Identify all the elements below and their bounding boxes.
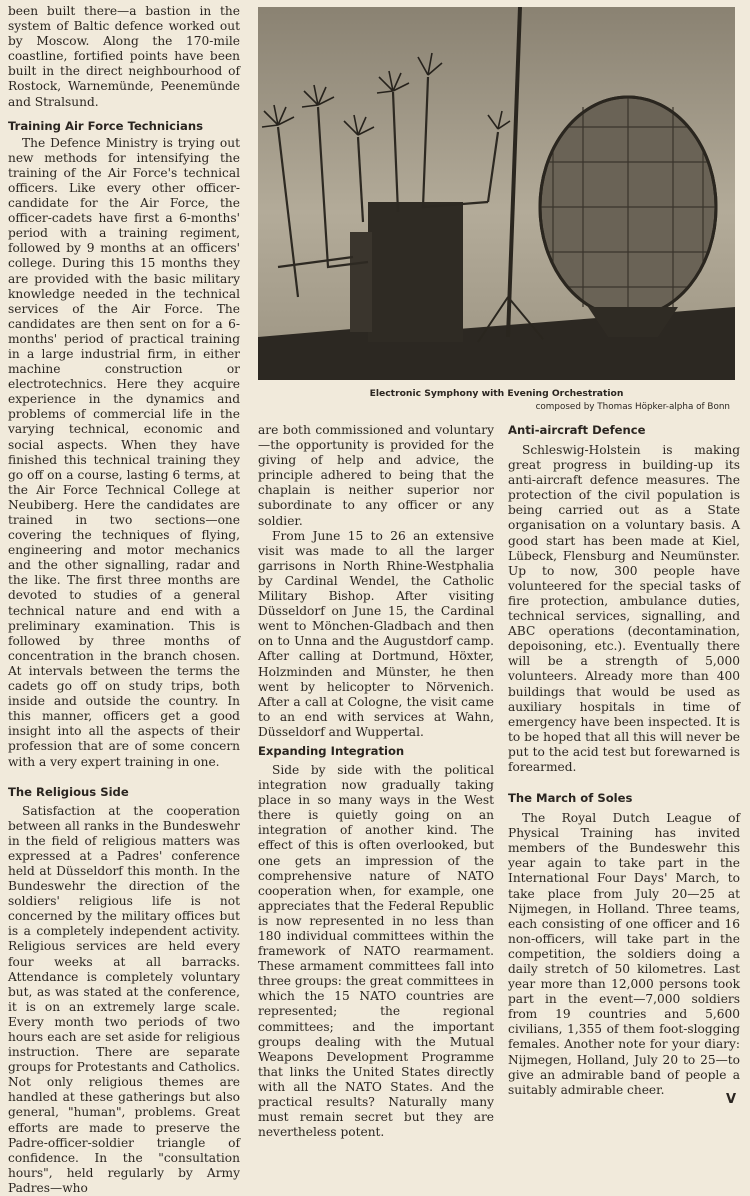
paragraph-march-of-soles: The Royal Dutch League of Physical Training has invited members of the Bundeswehr this year again to take part in the International Four Days' March, to take place from July 20—25 at Nijmegen, in Holland. Three teams, each consisting of one officer and 16 non-officers, will take part in the competition, the soldiers doing a daily stretch of 50 kilometres. Last year more than 12,000 persons took part in the event—7,000 soldiers from 19 countries and 5,600 civilians, 1,355 of them foot-slogging females. Another note for your diary: Nijmegen, Holland, July 20 to 25—to give an admirable band of people a suitably admirable cheer. bbox=[508, 811, 740, 1097]
paragraph-expanding-integration: Side by side with the political integration now gradually taking place in so many ways in the West there is quietly going on an integration of another kind. The effect of this is often overlooked, but one gets an impression of the comprehensive nature of NATO cooperation when, for example, one appreciates that the Federal Republic is now represented in no less than 180 individual committees within the framework of NATO rearmament. These armament committees fall into three groups: the great committees in which the 15 NATO countries are represented; the regional committees; and the important groups dealing with the Mutual Weapons Development Programme that links the United States directly with all the NATO States. And the practical results? Naturally many must remain secret but they are nevertheless potent. bbox=[258, 762, 494, 1140]
paragraph-religious-side: Satisfaction at the cooperation between all ranks in the Bundeswehr in the field of religious matters was expressed at a Padres' conference held at Düsseldorf this month. In the Bundeswehr the direction of the soldiers' religious life is not concerned by the military offices but is a completely independent activity. Religious services are held every four weeks at all barracks. Attendance is completely voluntary but, as was stated at the conference, it is on an extremely large scale. Every month two periods of two hours each are set aside for religious instruction. There are separate groups for Protestants and Catholics. Not only religious themes are handled at these gatherings but also general, "human", problems. Great efforts are made to preserve the Padre-officer-soldier triangle of confidence. In the "consultation hours", held regularly by Army Padres—who bbox=[8, 803, 240, 1195]
heading-training-air-force: Training Air Force Technicians bbox=[8, 118, 203, 133]
paragraph-training-air-force: The Defence Ministry is trying out new methods for intensifying the training of the Air Force's technical officers. Like every other officer-candidate for the Air Force, the officer-cadets have first a 6-months' period with a training regiment, followed by 9 months at an officers' college. During this 15 months they are provided with the basic military knowledge needed in the technical services of the Air Force. The candidates are then sent on for a 6-months' period of practical training in a large industrial firm, in either machine construction or electrotechnics. Here they acquire experience in the dynamics and problems of commercial life in the varying technical, economic and social aspects. When they have finished this technical training they go off on a course, lasting 6 terms, at the Air Force Technical College at Neubiberg. Here the candidates are trained in two sections—one covering the techniques of flying, engineering and motor mechanics and the other signalling, radar and the like. The first three months are devoted to studies of a general technical nature and end with a preliminary examination. This is followed by three months of concentration in the branch chosen. At intervals between the terms the cadets go off on study trips, both inside and outside the country. In this manner, officers get a good insight into all the aspects of their profession that are of some concern with a very expert training in one. bbox=[8, 135, 240, 769]
column-left bbox=[8, 4, 240, 1196]
heading-religious-side: The Religious Side bbox=[8, 784, 129, 799]
heading-march-of-soles: The March of Soles bbox=[508, 791, 633, 806]
heading-anti-aircraft-defence: Anti-aircraft Defence bbox=[508, 423, 646, 437]
radar-antenna-illustration bbox=[258, 7, 735, 380]
column-middle bbox=[258, 423, 494, 1140]
paragraph-cardinal-visit: From June 15 to 26 an extensive visit was made to all the larger garrisons in North Rhine-Westphalia by Cardinal Wendel, the Catholic Military Bishop. After visiting Düsseldorf on June 15, the Cardinal went to Mönchen-Gladbach and then on to Unna and the Augustdorf camp. After calling at Dortmund, Höxter, Holzminden and Münster, he then went by helicopter to Nörvenich. After a call at Cologne, the visit came to an end with services at Wahn, Düsseldorf and Wuppertal. bbox=[258, 528, 494, 739]
paragraph-padres-continued: are both commissioned and voluntary—the opportunity is provided for the giving of help and advice, the principle adhered to being that the chaplain is neither superior nor subordinate to any officer or any soldier. bbox=[258, 423, 494, 528]
photo-credit: composed by Thomas Höpker-alpha of Bonn bbox=[535, 402, 730, 412]
radar-photo bbox=[258, 7, 735, 380]
paragraph-anti-aircraft-defence: Schleswig-Holstein is making great progress in building-up its anti-aircraft defence measures. The protection of the civil population is being carried out as a State organisation on a voluntary basis. A good start has been made at Kiel, Lübeck, Flensburg and Neumünster. Up to now, 300 people have volunteered for the special tasks of fire protection, ambulance duties, technical services, signalling, and ABC operations (decontamination, depoisoning, etc.). Eventually there will be a strength of 5,000 volunteers. Already more than 400 buildings that would be used as auxiliary hospitals in time of emergency have been inspected. It is to be hoped that all this will never be put to the acid test but forewarned is forearmed. bbox=[508, 443, 740, 774]
paragraph-baltic-defence: been built there—a bastion in the system of Baltic defence worked out by Moscow. Along the 170-mile coastline, fortified points have been built in the direct neighbourhood of Rostock, Warnemünde, Peenemünde and Stralsund. bbox=[8, 4, 240, 109]
heading-expanding-integration: Expanding Integration bbox=[258, 743, 405, 758]
column-right bbox=[508, 423, 740, 1098]
page-number: V bbox=[725, 1092, 736, 1107]
photo-caption: Electronic Symphony with Evening Orchestration bbox=[369, 388, 624, 399]
